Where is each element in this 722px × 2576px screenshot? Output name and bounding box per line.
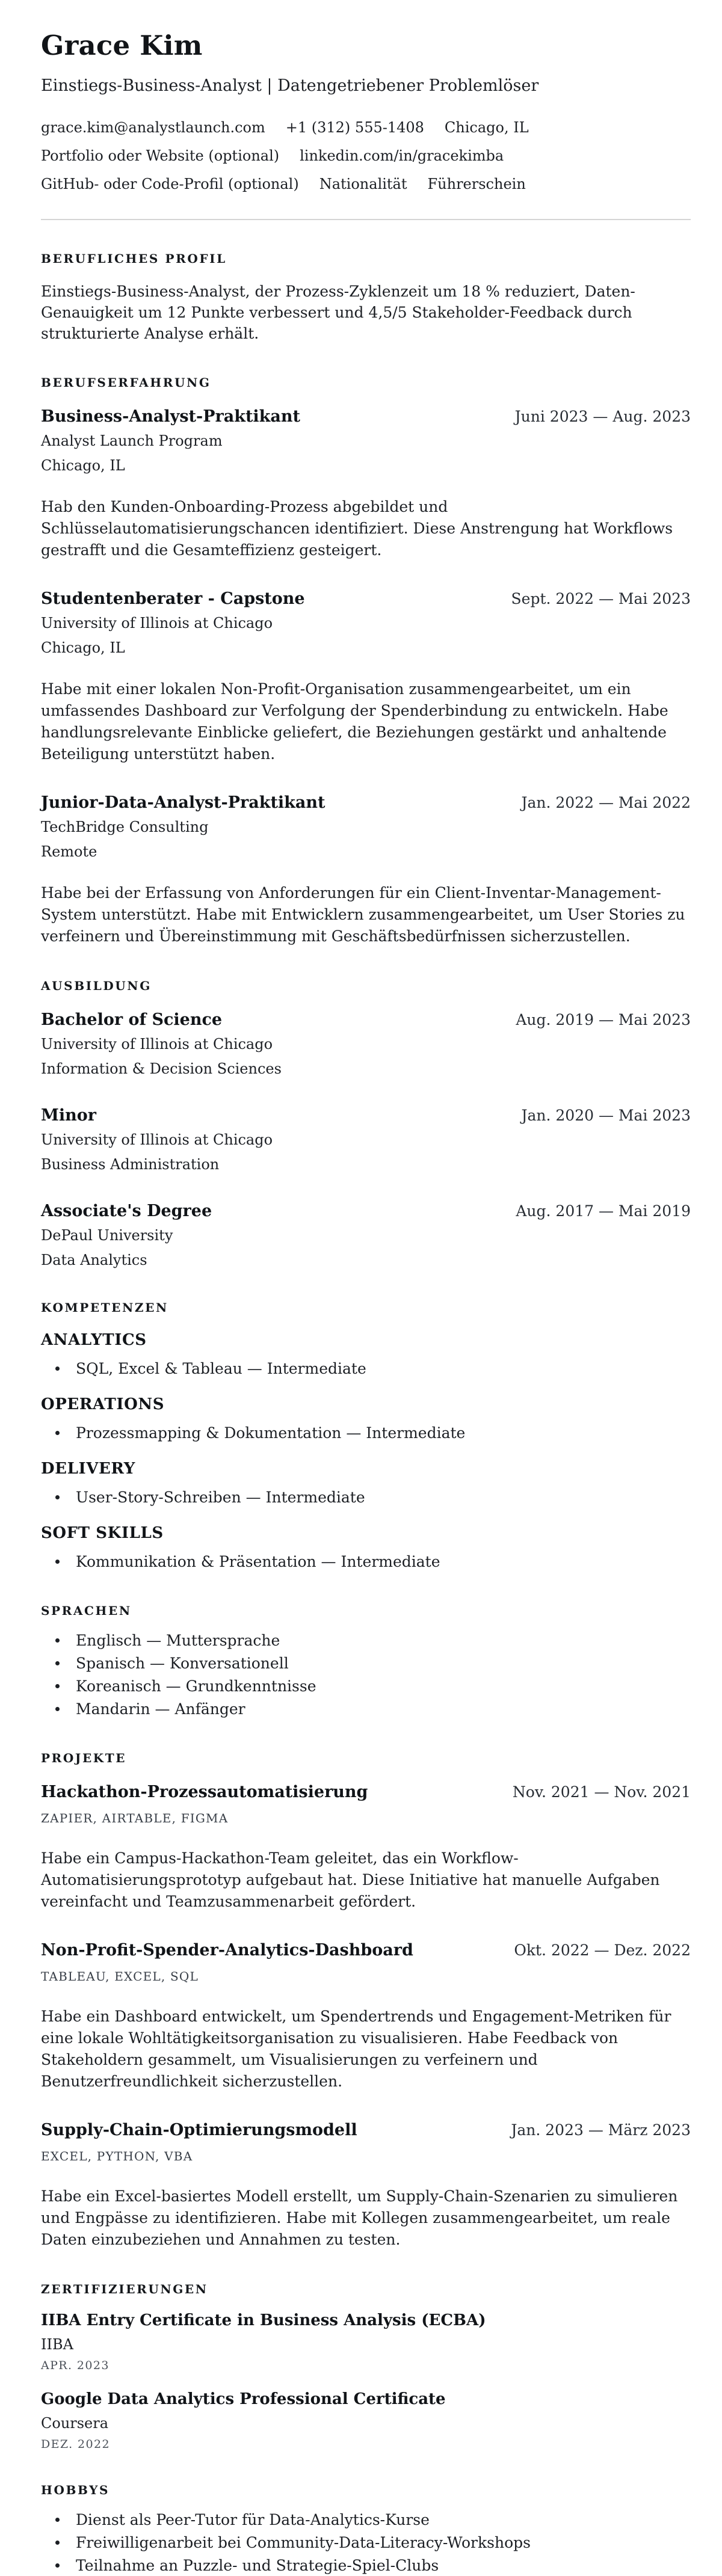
contact-row-2 bbox=[41, 146, 691, 165]
section-heading-languages: SPRACHEN bbox=[41, 1603, 132, 1618]
skill-list bbox=[41, 1422, 691, 1443]
project-tools: EXCEL, PYTHON, VBA bbox=[41, 2148, 193, 2163]
education-entry bbox=[41, 1010, 691, 1078]
hobby-list bbox=[41, 2509, 691, 2576]
certification-entry bbox=[41, 2390, 691, 2452]
section-skills bbox=[41, 1300, 691, 1572]
skill-item: User-Story-Schreiben — Intermediate bbox=[41, 1487, 691, 1508]
section-heading-education: AUSBILDUNG bbox=[41, 978, 152, 993]
degree-title: Minor bbox=[41, 1105, 97, 1125]
project-description: Habe ein Dashboard entwickelt, um Spendertrends und Engagement-Metriken für eine lokale Wohltätigkeitsorganisation zu visualisieren. Habe Feedback von Stakeholdern gesammelt, um Visualisierungen zu verfeinern und Benutzerfreundlichkeit sicherzustellen. bbox=[41, 2007, 671, 2090]
job-location: Chicago, IL bbox=[41, 639, 125, 656]
entry-head bbox=[41, 1201, 691, 1222]
job-location: Chicago, IL bbox=[41, 456, 125, 474]
certification-date: DEZ. 2022 bbox=[41, 2437, 111, 2451]
hobby-item: Teilnahme an Puzzle- und Strategie-Spiel-Clubs bbox=[41, 2555, 691, 2576]
certification-entry bbox=[41, 2311, 691, 2373]
contact-linkedin: linkedin.com/in/gracekimba bbox=[300, 147, 504, 164]
skill-item: Kommunikation & Präsentation — Intermediate bbox=[41, 1551, 691, 1572]
section-profile bbox=[41, 251, 691, 344]
entry-head bbox=[41, 1010, 691, 1030]
contact-phone: +1 (312) 555-1408 bbox=[285, 118, 424, 136]
degree-dates: Aug. 2017 — Mai 2019 bbox=[516, 1202, 691, 1220]
certification-date: APR. 2023 bbox=[41, 2358, 110, 2372]
project-title: Hackathon-Prozessautomatisierung bbox=[41, 1782, 368, 1801]
section-education bbox=[41, 979, 691, 1269]
contact-nationality: Nationalität bbox=[319, 175, 407, 192]
contact-row-1 bbox=[41, 118, 691, 137]
degree-field: Data Analytics bbox=[41, 1251, 147, 1268]
degree-title: Bachelor of Science bbox=[41, 1010, 223, 1029]
certification-title: IIBA Entry Certificate in Business Analysis (ECBA) bbox=[41, 2311, 486, 2329]
project-tools: TABLEAU, EXCEL, SQL bbox=[41, 1969, 199, 1984]
skill-item: SQL, Excel & Tableau — Intermediate bbox=[41, 1358, 691, 1379]
degree-field: Information & Decision Sciences bbox=[41, 1060, 282, 1077]
person-headline: Einstiegs-Business-Analyst | Datengetriebener Problemlöser bbox=[41, 76, 539, 95]
degree-title: Associate's Degree bbox=[41, 1201, 212, 1220]
certification-title: Google Data Analytics Professional Certificate bbox=[41, 2390, 446, 2408]
section-heading-certifications: ZERTIFIZIERUNGEN bbox=[41, 2281, 208, 2296]
language-item: Koreanisch — Grundkenntnisse bbox=[41, 1676, 691, 1697]
certification-issuer: IIBA bbox=[41, 2335, 73, 2353]
contact-row-3 bbox=[41, 174, 691, 194]
job-dates: Juni 2023 — Aug. 2023 bbox=[514, 407, 691, 425]
project-dates: Nov. 2021 — Nov. 2021 bbox=[512, 1783, 691, 1801]
entry-head bbox=[41, 1782, 691, 1803]
skill-list bbox=[41, 1358, 691, 1379]
experience-entry bbox=[41, 793, 691, 947]
section-projects bbox=[41, 1751, 691, 2251]
degree-field: Business Administration bbox=[41, 1155, 220, 1173]
education-entry bbox=[41, 1201, 691, 1269]
entry-head bbox=[41, 407, 691, 427]
entry-head bbox=[41, 2120, 691, 2141]
skill-group-title: SOFT SKILLS bbox=[41, 1523, 164, 1542]
entry-head bbox=[41, 1940, 691, 1961]
job-company: Analyst Launch Program bbox=[41, 432, 223, 449]
language-item: Spanisch — Konversationell bbox=[41, 1653, 691, 1674]
job-description: Habe bei der Erfassung von Anforderungen für ein Client-Inventar-Management-System unterstützt. Habe mit Entwicklern zusammengearbeitet, um User Stories zu verfeinern und Übereinstimmung mit Geschäftsbedürfnissen sicherzustellen. bbox=[41, 884, 685, 945]
job-description: Hab den Kunden-Onboarding-Prozess abgebildet und Schlüsselautomatisierungschancen identifiziert. Diese Anstrengung hat Workflows gestrafft und die Gesamteffizienz gesteigert. bbox=[41, 497, 673, 559]
skill-group-title: DELIVERY bbox=[41, 1459, 135, 1478]
section-hobbies bbox=[41, 2483, 691, 2576]
skill-group-title: OPERATIONS bbox=[41, 1395, 165, 1413]
job-dates: Sept. 2022 — Mai 2023 bbox=[511, 589, 691, 607]
degree-school: University of Illinois at Chicago bbox=[41, 1131, 273, 1148]
education-entry bbox=[41, 1105, 691, 1173]
contact-location: Chicago, IL bbox=[444, 118, 529, 136]
profile-summary: Einstiegs-Business-Analyst, der Prozess-Zyklenzeit um 18 % reduziert, Daten-Genauigkeit um 12 Punkte verbessert und 4,5/5 Stakeholder-Feedback durch strukturierte Analyse erhält. bbox=[41, 282, 635, 342]
job-location: Remote bbox=[41, 843, 97, 860]
language-item: Englisch — Muttersprache bbox=[41, 1630, 691, 1651]
degree-school: University of Illinois at Chicago bbox=[41, 1035, 273, 1053]
project-title: Non-Profit-Spender-Analytics-Dashboard bbox=[41, 1940, 413, 1960]
degree-school: DePaul University bbox=[41, 1226, 173, 1244]
contact-drivers-license: Führerschein bbox=[427, 175, 526, 192]
entry-head bbox=[41, 589, 691, 609]
project-entry bbox=[41, 2120, 691, 2251]
section-heading-profile: BERUFLICHES PROFIL bbox=[41, 251, 227, 266]
job-title: Studentenberater - Capstone bbox=[41, 589, 305, 608]
project-description: Habe ein Campus-Hackathon-Team geleitet, das ein Workflow-Automatisierungsprototyp aufgebaut hat. Diese Initiative hat manuelle Aufgaben vereinfacht und Teamzusammenarbeit gefördert. bbox=[41, 1849, 660, 1910]
job-title: Business-Analyst-Praktikant bbox=[41, 407, 300, 426]
experience-entry bbox=[41, 589, 691, 765]
contact-portfolio: Portfolio oder Website (optional) bbox=[41, 147, 280, 164]
project-tools: ZAPIER, AIRTABLE, FIGMA bbox=[41, 1810, 229, 1825]
skill-list bbox=[41, 1487, 691, 1508]
project-entry bbox=[41, 1940, 691, 2092]
person-name: Grace Kim bbox=[41, 29, 203, 61]
section-heading-experience: BERUFSERFAHRUNG bbox=[41, 375, 211, 390]
section-experience bbox=[41, 375, 691, 947]
contact-github: GitHub- oder Code-Profil (optional) bbox=[41, 175, 299, 192]
contact-email: grace.kim@analystlaunch.com bbox=[41, 118, 265, 136]
hobby-item: Dienst als Peer-Tutor für Data-Analytics-Kurse bbox=[41, 2509, 691, 2530]
certification-issuer: Coursera bbox=[41, 2414, 109, 2432]
section-heading-hobbies: HOBBYS bbox=[41, 2482, 110, 2497]
job-title: Junior-Data-Analyst-Praktikant bbox=[41, 793, 326, 812]
project-title: Supply-Chain-Optimierungsmodell bbox=[41, 2120, 357, 2139]
language-item: Mandarin — Anfänger bbox=[41, 1698, 691, 1720]
project-description: Habe ein Excel-basiertes Modell erstellt, um Supply-Chain-Szenarien zu simulieren und Engpässe zu identifizieren. Habe mit Kollegen zusammengearbeitet, um reale Daten einzubeziehen und Annahmen zu testen. bbox=[41, 2187, 678, 2248]
hobby-item: Freiwilligenarbeit bei Community-Data-Literacy-Workshops bbox=[41, 2532, 691, 2553]
section-heading-projects: PROJEKTE bbox=[41, 1750, 127, 1765]
section-heading-skills: KOMPETENZEN bbox=[41, 1300, 168, 1315]
experience-entry bbox=[41, 407, 691, 561]
project-dates: Okt. 2022 — Dez. 2022 bbox=[514, 1941, 691, 1959]
degree-dates: Jan. 2020 — Mai 2023 bbox=[521, 1106, 691, 1124]
entry-head bbox=[41, 1105, 691, 1126]
section-certifications bbox=[41, 2282, 691, 2452]
entry-head bbox=[41, 793, 691, 813]
skill-group-title: ANALYTICS bbox=[41, 1330, 147, 1349]
language-list bbox=[41, 1630, 691, 1720]
section-languages bbox=[41, 1603, 691, 1720]
job-company: TechBridge Consulting bbox=[41, 818, 209, 835]
skill-list bbox=[41, 1551, 691, 1572]
skill-item: Prozessmapping & Dokumentation — Intermediate bbox=[41, 1422, 691, 1443]
job-description: Habe mit einer lokalen Non-Profit-Organisation zusammengearbeitet, um ein umfassendes Dashboard zur Verfolgung der Spenderbindung zu entwickeln. Habe handlungsrelevante Einblicke geliefert, die Beziehungen gestärkt und anhaltende Beteiligung unterstützt haben. bbox=[41, 680, 668, 763]
project-dates: Jan. 2023 — März 2023 bbox=[511, 2121, 691, 2139]
job-company: University of Illinois at Chicago bbox=[41, 614, 273, 632]
job-dates: Jan. 2022 — Mai 2022 bbox=[521, 793, 691, 811]
degree-dates: Aug. 2019 — Mai 2023 bbox=[516, 1010, 691, 1028]
header-divider bbox=[41, 219, 691, 220]
project-entry bbox=[41, 1782, 691, 1913]
resume-header bbox=[41, 30, 691, 194]
